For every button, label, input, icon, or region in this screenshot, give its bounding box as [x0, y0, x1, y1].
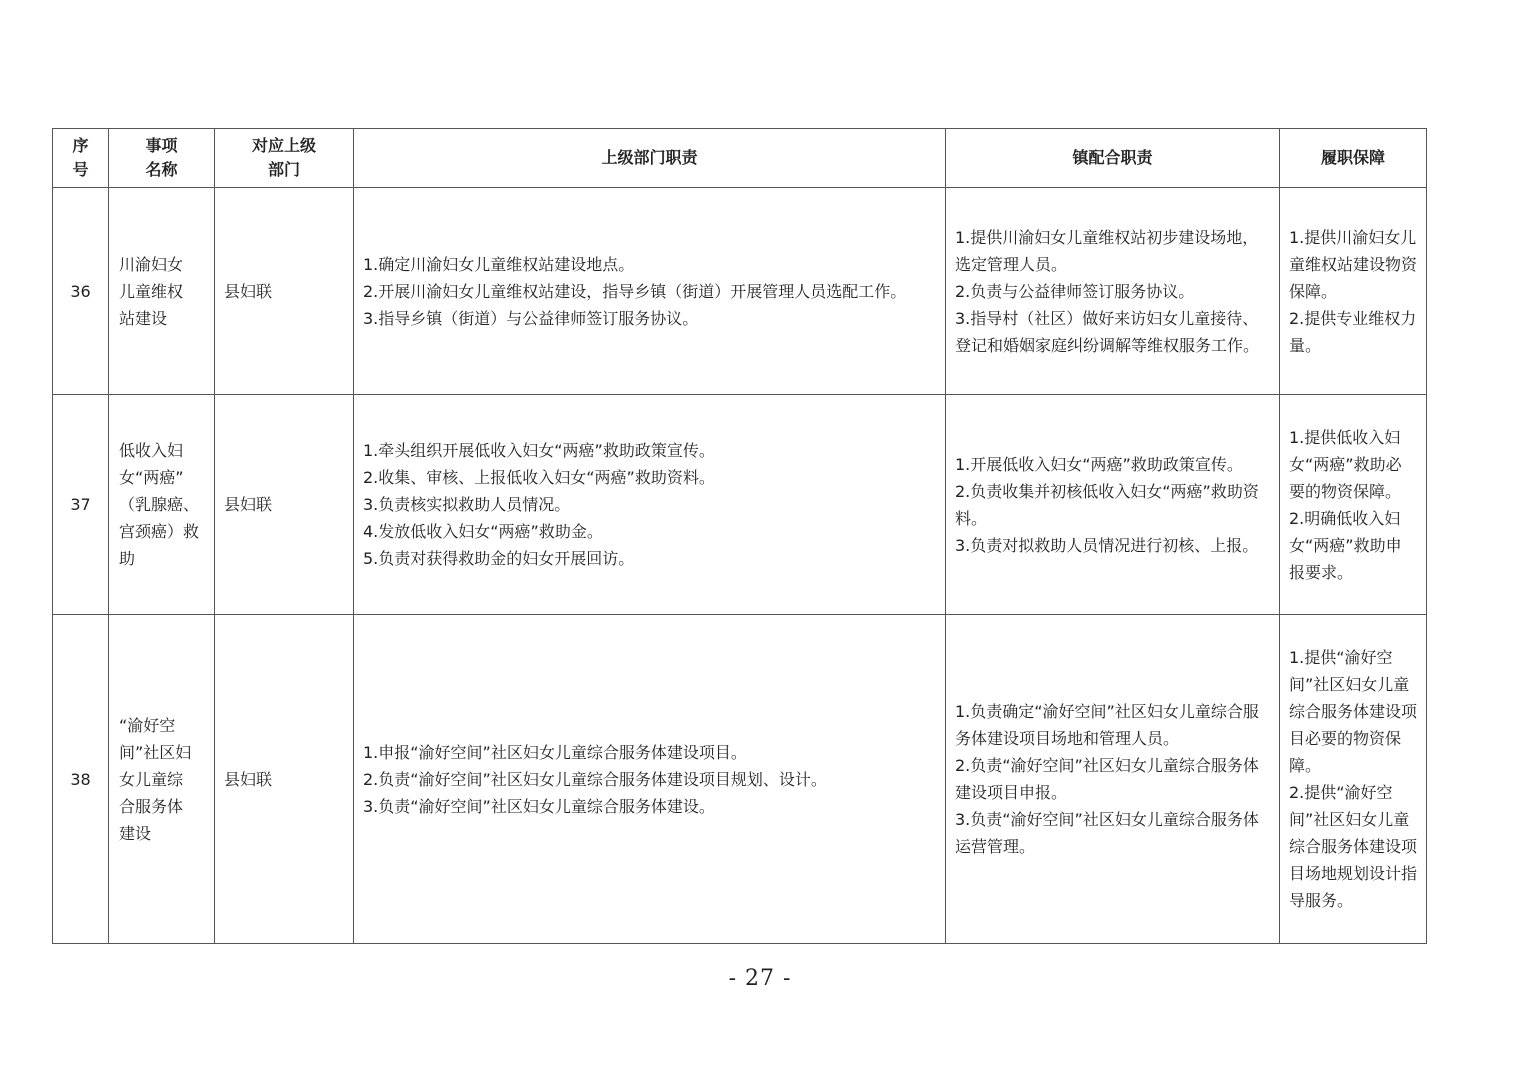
header-upper-duties: 上级部门职责 [354, 129, 946, 188]
row-seq: 37 [53, 395, 109, 615]
page-number: - 27 - [728, 966, 792, 991]
row-upper-duties: 1.牵头组织开展低收入妇女“两癌”救助政策宣传。 2.收集、审核、上报低收入妇女“两癌”救助资料。 3.负责核实拟救助人员情况。 4.发放低收入妇女“两癌”救助金。 5.负责对获得救助金的妇女开展回访。 [354, 395, 946, 615]
row-dept: 县妇联 [215, 395, 354, 615]
row-guarantee: 1.提供“渝好空间”社区妇女儿童综合服务体建设项目必要的物资保障。 2.提供“渝好空间”社区妇女儿童综合服务体建设项目场地规划设计指导服务。 [1280, 615, 1427, 944]
table-row [53, 395, 1427, 615]
header-upper-dept: 对应上级 部门 [215, 129, 354, 188]
table-row [53, 188, 1427, 395]
table-row [53, 615, 1427, 944]
row-town-duties: 1.负责确定“渝好空间”社区妇女儿童综合服务体建设项目场地和管理人员。 2.负责“渝好空间”社区妇女儿童综合服务体建设项目申报。 3.负责“渝好空间”社区妇女儿童综合服务体运营管理。 [946, 615, 1280, 944]
header-row [53, 129, 1427, 188]
row-item-name: 低收入妇 女“两癌” （乳腺癌、 宫颈癌）救 助 [109, 395, 215, 615]
header-item-name: 事项 名称 [109, 129, 215, 188]
row-town-duties: 1.提供川渝妇女儿童维权站初步建设场地，选定管理人员。 2.负责与公益律师签订服务协议。 3.指导村（社区）做好来访妇女儿童接待、登记和婚姻家庭纠纷调解等维权服务工作。 [946, 188, 1280, 395]
duty-table [52, 128, 1427, 944]
row-guarantee: 1.提供川渝妇女儿童维权站建设物资保障。 2.提供专业维权力量。 [1280, 188, 1427, 395]
header-guarantee: 履职保障 [1280, 129, 1427, 188]
row-dept: 县妇联 [215, 188, 354, 395]
row-upper-duties: 1.确定川渝妇女儿童维权站建设地点。 2.开展川渝妇女儿童维权站建设，指导乡镇（街道）开展管理人员选配工作。 3.指导乡镇（街道）与公益律师签订服务协议。 [354, 188, 946, 395]
row-seq: 38 [53, 615, 109, 944]
header-seq: 序 号 [53, 129, 109, 188]
row-item-name: 川渝妇女 儿童维权 站建设 [109, 188, 215, 395]
row-town-duties: 1.开展低收入妇女“两癌”救助政策宣传。 2.负责收集并初核低收入妇女“两癌”救助资料。 3.负责对拟救助人员情况进行初核、上报。 [946, 395, 1280, 615]
row-guarantee: 1.提供低收入妇女“两癌”救助必要的物资保障。 2.明确低收入妇女“两癌”救助申报要求。 [1280, 395, 1427, 615]
header-town-duties: 镇配合职责 [946, 129, 1280, 188]
row-upper-duties: 1.申报“渝好空间”社区妇女儿童综合服务体建设项目。 2.负责“渝好空间”社区妇女儿童综合服务体建设项目规划、设计。 3.负责“渝好空间”社区妇女儿童综合服务体建设。 [354, 615, 946, 944]
row-seq: 36 [53, 188, 109, 395]
row-dept: 县妇联 [215, 615, 354, 944]
row-item-name: “渝好空 间”社区妇 女儿童综 合服务体 建设 [109, 615, 215, 944]
